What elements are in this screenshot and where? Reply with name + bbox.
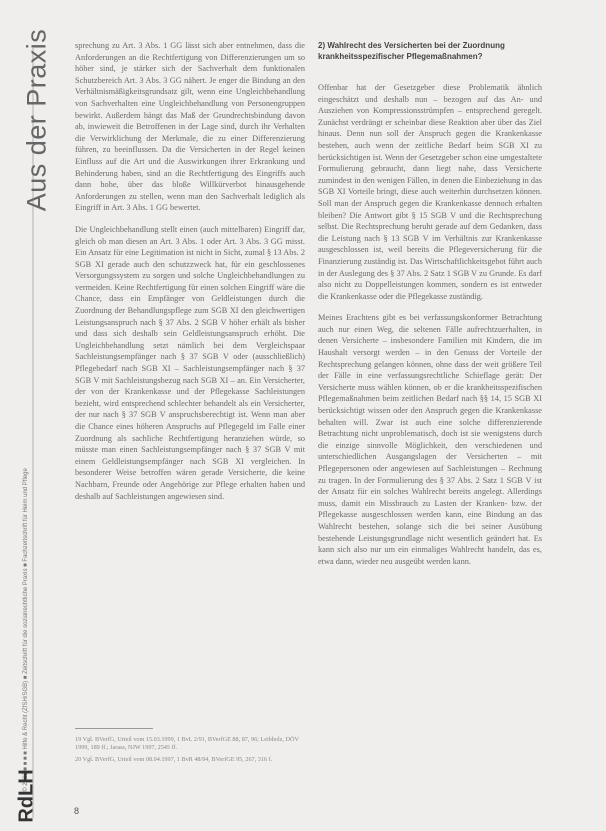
journal-logo xyxy=(12,769,42,823)
journal-line-text: © 2008 ■ ■ ■ ■ Hilfe & Recht (ZfSH/SGB) ■ Zeitschrift für die sozialrechtliche Praxis ■ Fachzeitschrift für Heim und Pflege xyxy=(23,468,29,792)
paragraph: sprechung zu Art. 3 Abs. 1 GG lässt sich aber entnehmen, dass die Anforderungen an die Rechtfertigung von Differenzierungen um so höher sind, je stärker sich der Sachverhalt dem funktionalen Schutzbereich Art. 3 Abs. 3 GG nähert. Je enger die Bindung an den Verhältnismäßigkeitsgrundsatz gilt, wenn eine Ungleichbehandlung von Sachverhalten eine Ungleichbehandlung von Personengruppen bewirkt. Außerdem hängt das Maß der Grundrechtsbindung davon ab, inwieweit die Betroffenen in der Lage sind, durch ihr Verhalten die Verwirklichung der Merkmale, die zu einer Differenzierung führen, zu beeinflussen. Da die Versicherten in der Regel keinen Einfluss auf die Art und die Auswirkungen ihrer Erkrankung und Behinderung haben, sind an die Rechtfertigung des Eingriffs auch dann hohe, über das bloße Willkürverbot hinausgehende Anforderungen zu stellen, wenn man den Sachverhalt lediglich als Eingriff in Art. 3 Abs. 1 GG bewertet. xyxy=(75,41,305,213)
journal-line xyxy=(6,470,46,790)
footnote: 19 Vgl. BVerfG, Urteil vom 15.03.1999, 1 BvL 2/91, BVerfGE 88, 87, 96; Leibholz, DÖV 1999, 189 ff.; Jarass, NJW 1997, 2545 ff. xyxy=(75,736,299,751)
paragraph: Offenbar hat der Gesetzgeber diese Problematik ähnlich eingeschätzt und deshalb nun – bezogen auf das An- und Ausziehen von Kompressionsstrümpfen – entsprechend geregelt. Zunächst verdrängt er scheinbar diese Reaktion aber über das Ziel hinaus. Denn nun soll der Anspruch gegen die Krankenkasse bestehen, auch wenn der zeitliche Bedarf beim SGB XI zu berücksichtigen ist. Wenn der Gesetzgeber schon eine umgestaltete Formulierung gebraucht, dann liegt nahe, dass Versicherte zumindest in den wenigen Fällen, in denen die Einbeziehung in das SGB XI Vorteile bringt, diese auch weiterhin durchsetzen können. Soll man der Anspruch gegen die Krankenkasse dennoch erhalten bleiben? Die Antwort gibt § 15 SGB V und die Rechtsprechung selbst. Die Rechtsprechung beruht gerade auf dem Gedanken, dass die Leistung nach § 13 SGB V im Verhältnis zur Krankenkasse ausgeschlossen ist, weil bereits die Pflegeversicherung für die Finanzierung zuständig ist. Das Wirtschaftlichkeitsgebot führt auch in der Auslegung des § 37 Abs. 2 Satz 1 SGB V zu Grunde. Es darf also nicht zu Doppelleistungen kommen, sondern es ist entweder die Krankenkasse oder die Pflegekasse zuständig. xyxy=(318,83,542,301)
footnote: 20 Vgl. BVerfG, Urteil vom 08.04.1997, 1 BvR 48/94, BVerfGE 95, 267, 316 f. xyxy=(75,756,273,763)
footnotes xyxy=(75,736,305,768)
section-label-text: Aus der Praxis xyxy=(21,28,52,212)
left-column xyxy=(75,40,305,512)
section-label xyxy=(20,30,54,210)
section-heading: 2) Wahlrecht des Versicherten bei der Zuordnung krankheitsspezifischer Pflegemaßnahmen? xyxy=(318,41,505,61)
paragraph: Die Ungleichbehandlung stellt einen (auch mittelbaren) Eingriff dar, gleich ob man diesen an Art. 3 Abs. 1 oder Art. 3 Abs. 3 GG misst. Ein Ansatz für eine Legitimation ist nicht in Sicht, zumal § 13 Abs. 2 SGB XI gerade auch den schutzzweck hat, für ein geschlossenes Versorgungssystem zu sorgen und solche Ungleichbehandlungen zu vermeiden. Keine Rechtfertigung für einen solchen Eingriff wäre die Chance, dass ein Empfänger von Geldleistungen durch die Zuordnung der Behandlungspflege zum SGB XI den gleichwertigen Leistungsanspruch nach § 37 Abs. 2 SGB V höher erhält als bisher und dass sich deshalb sein Geldleistungsanspruch erhöht. Die Ungleichbehandlung setzt nämlich bei dem Vergleichspaar Sachleistungsempfänger nach § 37 SGB V oder (ausschließlich) Pflegebedarf nach SGB XI – Sachleistungsempfänger nach § 37 SGB V mit Sachleistungsbezug nach SGB XI – an. Ein Versicherter, der von der Krankenkasse und der Pflegekasse Sachleistungen bezieht, wird entsprechend schlechter behandelt als ein Versicherter, der nur nach § 37 SGB V anspruchsberechtigt ist. Wenn man aber die Chance eines höheren Anspruchs auf Pflegegeld im Falle einer Zuordnung als sachliche Rechtfertigung heranziehen würde, so müsste man einen Sachleistungsempfänger nach § 37 SGB V mit einem Geldleistungsempfänger nach SGB XI vergleichen. In besonderer Weise betroffen wären gerade Versicherte, die keine Nachbarn, Freunde oder Angehörige zur Pflege erhalten haben und deshalb auf Sachleistungen angewiesen sind. xyxy=(75,224,305,501)
footnote-rule xyxy=(75,728,153,729)
right-column xyxy=(318,40,542,577)
paragraph: Meines Erachtens gibt es bei verfassungskonformer Betrachtung auch nur einen Weg, die seltenen Fälle aufrechtzuerhalten, in denen Versicherte – insbesondere Familien mit Kindern, die im Haushalt versorgt werden – in den Genuss der Vorteile der Rechtsprechung gelangen können, ohne dass der weit größere Teil der Fälle in eine verfassungsrechtliche Schieflage gerät: Der Versicherte muss wählen können, ob er die krankheitsspezifischen Pflegemaßnahmen beim zeitlichen Bedarf nach §§ 14, 15 SGB XI berücksichtigt wissen oder den Anspruch gegen die Krankenkasse behalten will. Zwar ist auch eine solche differenzierende Betrachtung nicht unproblematisch, doch ist sie wenigstens durch die einzige sinnvolle Möglichkeit, den verschiedenen und unterschiedlichen Ausgangslagen der Versicherten – mit Pflegepersonen oder angewiesen auf Sachleistungen – Rechnung zu tragen. In der Formulierung des § 37 Abs. 2 Satz 1 SGB V ist der Ansatz für ein solches Wahlrecht bereits angelegt. Allerdings muss, damit ein Missbrauch zu Lasten der Kranken- bzw. der Pflegekasse ausgeschlossen werden kann, eine Bindung an das Wahlrecht bestehen, solange sich die bei seiner Ausübung bestehende Leistungsgrundlage nicht wesentlich geändert hat. Es kann sich also nur um ein einmaliges Wahlrecht handeln, das es, etwa dann, wieder neu ausgeübt werden kann. xyxy=(318,313,542,566)
journal-logo-text: RdLH xyxy=(15,769,38,823)
page-number: 8 xyxy=(74,806,80,816)
